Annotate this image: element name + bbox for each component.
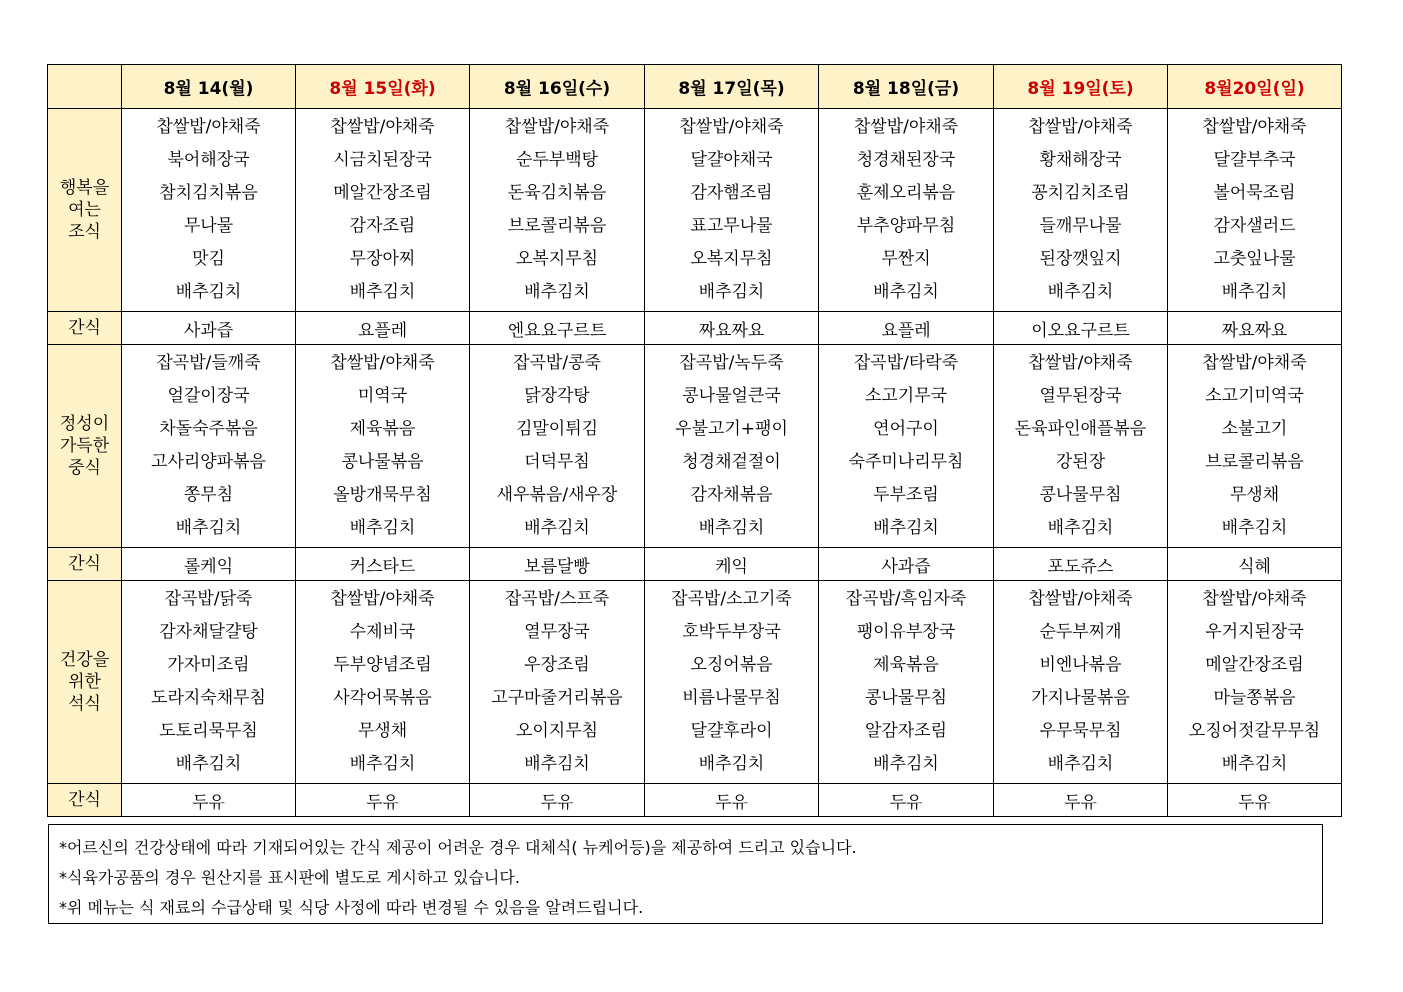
- menu-cell: [296, 345, 470, 548]
- dish-item: 오징어볶음: [690, 655, 773, 675]
- dish-item: 우장조림: [524, 655, 590, 675]
- dish-item: 차돌숙주볶음: [159, 419, 258, 439]
- menu-body: [48, 109, 1342, 817]
- dish-item: 김말이튀김: [515, 419, 599, 439]
- dish-item: 청경채겉절이: [682, 452, 781, 472]
- dish-item: 콩나물무침: [1039, 485, 1122, 505]
- menu-cell: [819, 109, 994, 312]
- meal-row: [48, 581, 1342, 784]
- dish-item: 찹쌀밥/야채죽: [1028, 353, 1133, 373]
- dish-item: 연어구이: [873, 419, 939, 439]
- dish-item: 배추김치: [175, 518, 242, 538]
- dish-item: 찹쌀밥/야채죽: [1202, 117, 1307, 137]
- dish-item: 찹쌀밥/야채죽: [1028, 589, 1133, 609]
- menu-cell: [296, 109, 470, 312]
- dish-item: 강된장: [1055, 452, 1106, 472]
- snack-cell: 두유: [994, 784, 1168, 817]
- dish-item: 돈육파인애플볶음: [1014, 419, 1147, 439]
- snack-cell: 두유: [296, 784, 470, 817]
- dish-item: 무장아찌: [349, 249, 416, 269]
- dish-item: 배추김치: [698, 518, 765, 538]
- dish-item: 달걀부추국: [1213, 150, 1296, 170]
- menu-cell: [122, 581, 296, 784]
- dish-item: 감자채볶음: [690, 485, 773, 505]
- notice-line: *위 메뉴는 식 재료의 수급상태 및 식당 사정에 따라 변경될 수 있음을 알려드립니다.: [59, 898, 644, 917]
- dish-item: 우무묵무침: [1039, 721, 1122, 741]
- day-header: 8월 18일(금): [819, 65, 994, 109]
- notice-line: *어르신의 건강상태에 따라 기재되어있는 간식 제공이 어려운 경우 대체식( 뉴케어등)을 제공하여 드리고 있습니다.: [59, 838, 857, 857]
- dish-item: 찹쌀밥/야채죽: [1202, 353, 1307, 373]
- dish-item: 두부조림: [873, 485, 939, 505]
- dish-item: 도토리묵무침: [159, 721, 258, 741]
- menu-cell: [819, 345, 994, 548]
- snack-row: [48, 312, 1342, 345]
- dish-item: 배추김치: [1221, 518, 1288, 538]
- dish-item: 무나물: [183, 216, 234, 236]
- menu-cell: [122, 109, 296, 312]
- dish-item: 시금치된장국: [333, 150, 432, 170]
- menu-cell: [296, 581, 470, 784]
- dish-item: 우거지된장국: [1205, 622, 1304, 642]
- menu-cell: [470, 109, 645, 312]
- dish-item: 열무된장국: [1039, 386, 1122, 406]
- dish-item: 잡곡밥/타락죽: [853, 353, 959, 373]
- dish-item: 배추김치: [524, 518, 590, 538]
- dish-item: 호박두부장국: [682, 622, 781, 642]
- dish-item: 배추김치: [1047, 282, 1114, 302]
- dish-item: 북어해장국: [167, 150, 250, 170]
- menu-cell: [994, 581, 1168, 784]
- meal-label-line: 정성이: [59, 414, 110, 434]
- snack-cell: 두유: [1168, 784, 1342, 817]
- dish-item: 고구마줄거리볶음: [491, 688, 623, 708]
- snack-row: [48, 784, 1342, 817]
- dish-item: 배추김치: [698, 282, 765, 302]
- dish-item: 숙주미나리무침: [848, 452, 964, 472]
- menu-cell: [645, 109, 819, 312]
- menu-cell: [470, 345, 645, 548]
- dish-item: 잡곡밥/닭죽: [164, 589, 253, 609]
- meal-label: [48, 345, 122, 548]
- meal-label-line: 중식: [68, 458, 101, 478]
- dish-item: 찹쌀밥/야채죽: [330, 589, 435, 609]
- dish-item: 황채해장국: [1039, 150, 1122, 170]
- snack-label: 간식: [48, 312, 122, 345]
- notice-box: [48, 824, 1323, 924]
- snack-cell: 짜요짜요: [1168, 312, 1342, 345]
- dish-item: 소고기미역국: [1205, 386, 1304, 406]
- day-header-row: [48, 65, 1342, 109]
- snack-cell: 두유: [645, 784, 819, 817]
- day-header: 8월 16일(수): [470, 65, 645, 109]
- snack-cell: 식혜: [1168, 548, 1342, 581]
- dish-item: 수제비국: [349, 622, 416, 642]
- dish-item: 표고무나물: [690, 216, 773, 236]
- dish-item: 배추김치: [349, 754, 416, 774]
- meal-label-line: 여는: [68, 200, 101, 220]
- snack-cell: 두유: [470, 784, 645, 817]
- dish-item: 배추김치: [349, 282, 416, 302]
- dish-item: 메알간장조림: [1205, 655, 1304, 675]
- dish-item: 꽁치김치조림: [1031, 183, 1130, 203]
- dish-item: 콩나물볶음: [341, 452, 424, 472]
- dish-item: 잡곡밥/스프죽: [504, 589, 610, 609]
- dish-item: 소고기무국: [864, 386, 948, 406]
- dish-item: 무짠지: [881, 249, 931, 269]
- dish-item: 찹쌀밥/야채죽: [504, 117, 610, 137]
- dish-item: 오이지무침: [515, 721, 599, 741]
- dish-item: 달걀야채국: [690, 150, 773, 170]
- dish-item: 배추김치: [698, 754, 765, 774]
- snack-cell: 요플레: [819, 312, 994, 345]
- dish-item: 배추김치: [349, 518, 416, 538]
- meal-label: [48, 109, 122, 312]
- menu-cell: [1168, 345, 1342, 548]
- dish-item: 배추김치: [873, 282, 939, 302]
- dish-item: 콩나물무침: [864, 688, 948, 708]
- dish-item: 감자조림: [349, 216, 416, 236]
- day-header: 8월 15일(화): [296, 65, 470, 109]
- snack-cell: 케익: [645, 548, 819, 581]
- dish-item: 배추김치: [175, 282, 242, 302]
- dish-item: 제육볶음: [349, 419, 416, 439]
- meal-label-line: 행복을: [59, 178, 110, 198]
- dish-item: 잡곡밥/콩죽: [513, 353, 601, 373]
- snack-cell: 엔요요구르트: [470, 312, 645, 345]
- meal-label: [48, 581, 122, 784]
- notice-line: *식육가공품의 경우 원산지를 표시판에 별도로 게시하고 있습니다.: [59, 868, 520, 887]
- dish-item: 고사리양파볶음: [151, 452, 266, 472]
- snack-cell: 사과즙: [819, 548, 994, 581]
- dish-item: 열무장국: [524, 622, 590, 642]
- dish-item: 청경채된장국: [856, 150, 956, 170]
- dish-item: 비름나물무침: [682, 688, 781, 708]
- dish-item: 순두부찌개: [1039, 622, 1122, 642]
- dish-item: 도라지숙채무침: [151, 688, 266, 708]
- meal-label-line: 석식: [68, 694, 101, 714]
- menu-cell: [1168, 581, 1342, 784]
- dish-item: 소불고기: [1221, 419, 1288, 439]
- dish-item: 잡곡밥/흑임자죽: [845, 589, 967, 609]
- dish-item: 사각어묵볶음: [333, 688, 432, 708]
- dish-item: 알감자조림: [864, 721, 948, 741]
- menu-cell: [470, 581, 645, 784]
- dish-item: 배추김치: [873, 754, 939, 774]
- dish-item: 제육볶음: [873, 655, 939, 675]
- dish-item: 찹쌀밥/야채죽: [679, 117, 784, 137]
- dish-item: 감자채달걀탕: [159, 622, 258, 642]
- meal-label-line: 건강을: [59, 650, 110, 670]
- dish-item: 우불고기+팽이: [675, 419, 788, 439]
- dish-item: 오징어젓갈무무침: [1188, 721, 1321, 741]
- menu-cell: [819, 581, 994, 784]
- dish-item: 배추김치: [524, 754, 590, 774]
- snack-label: 간식: [48, 784, 122, 817]
- dish-item: 찹쌀밥/야채죽: [330, 117, 435, 137]
- dish-item: 배추김치: [1221, 754, 1288, 774]
- dish-item: 무생채: [1229, 485, 1280, 505]
- dish-item: 얼갈이장국: [167, 386, 250, 406]
- dish-item: 새우볶음/새우장: [496, 485, 618, 505]
- meal-label-line: 조식: [68, 222, 101, 242]
- dish-item: 참치김치볶음: [159, 183, 258, 203]
- dish-item: 배추김치: [873, 518, 939, 538]
- dish-item: 올방개묵무침: [333, 485, 432, 505]
- menu-cell: [122, 345, 296, 548]
- snack-row: [48, 548, 1342, 581]
- snack-cell: 사과즙: [122, 312, 296, 345]
- snack-cell: 짜요짜요: [645, 312, 819, 345]
- dish-item: 찹쌀밥/야채죽: [156, 117, 261, 137]
- dish-item: 고춧잎나물: [1213, 249, 1296, 269]
- snack-cell: 두유: [819, 784, 994, 817]
- dish-item: 볼어묵조림: [1213, 183, 1296, 203]
- dish-item: 마늘쫑볶음: [1213, 688, 1296, 708]
- dish-item: 오복지무침: [515, 249, 599, 269]
- weekly-menu-table: [47, 64, 1342, 817]
- dish-item: 잡곡밥/녹두죽: [679, 353, 784, 373]
- dish-item: 배추김치: [524, 282, 590, 302]
- dish-item: 닭장각탕: [524, 386, 590, 406]
- dish-item: 브로콜리볶음: [1205, 452, 1304, 472]
- dish-item: 가지나물볶음: [1031, 688, 1130, 708]
- menu-cell: [645, 581, 819, 784]
- dish-item: 순두부백탕: [515, 150, 599, 170]
- dish-item: 더덕무침: [524, 452, 590, 472]
- dish-item: 된장깻잎지: [1039, 249, 1122, 269]
- menu-cell: [994, 345, 1168, 548]
- dish-item: 배추김치: [175, 754, 242, 774]
- dish-item: 두부양념조림: [333, 655, 432, 675]
- snack-label: 간식: [48, 548, 122, 581]
- dish-item: 가자미조림: [167, 655, 250, 675]
- dish-item: 미역국: [357, 386, 408, 406]
- dish-item: 잡곡밥/소고기죽: [671, 589, 792, 609]
- dish-item: 잡곡밥/들깨죽: [156, 353, 261, 373]
- meal-label-line: 가득한: [59, 436, 110, 456]
- meal-row: [48, 345, 1342, 548]
- dish-item: 감자샐러드: [1213, 216, 1296, 236]
- dish-item: 달걀후라이: [690, 721, 773, 741]
- dish-item: 감자햄조림: [690, 183, 773, 203]
- meal-row: [48, 109, 1342, 312]
- day-header: 8월 14(월): [122, 65, 296, 109]
- dish-item: 배추김치: [1221, 282, 1288, 302]
- dish-item: 쫑무침: [183, 485, 234, 505]
- menu-cell: [994, 109, 1168, 312]
- snack-cell: 요플레: [296, 312, 470, 345]
- snack-cell: 포도쥬스: [994, 548, 1168, 581]
- dish-item: 훈제오리볶음: [856, 183, 956, 203]
- dish-item: 배추김치: [1047, 518, 1114, 538]
- menu-cell: [1168, 109, 1342, 312]
- meal-label-line: 위한: [68, 672, 101, 692]
- snack-cell: 보름달빵: [470, 548, 645, 581]
- dish-item: 찹쌀밥/야채죽: [853, 117, 959, 137]
- dish-item: 찹쌀밥/야채죽: [330, 353, 435, 373]
- snack-cell: 커스타드: [296, 548, 470, 581]
- snack-cell: 두유: [122, 784, 296, 817]
- dish-item: 팽이유부장국: [856, 622, 956, 642]
- dish-item: 돈육김치볶음: [507, 183, 607, 203]
- dish-item: 브로콜리볶음: [507, 216, 607, 236]
- snack-cell: 롤케익: [122, 548, 296, 581]
- header-corner-cell: [48, 65, 122, 109]
- dish-item: 무생채: [357, 721, 408, 741]
- dish-item: 찹쌀밥/야채죽: [1202, 589, 1307, 609]
- dish-item: 부추양파무침: [856, 216, 956, 236]
- dish-item: 비엔나볶음: [1039, 655, 1122, 675]
- day-header: 8월 17일(목): [645, 65, 819, 109]
- dish-item: 맛김: [192, 249, 225, 269]
- dish-item: 들깨무나물: [1039, 216, 1122, 236]
- dish-item: 찹쌀밥/야채죽: [1028, 117, 1133, 137]
- dish-item: 오복지무침: [690, 249, 773, 269]
- day-header: 8월 19일(토): [994, 65, 1168, 109]
- dish-item: 메알간장조림: [333, 183, 432, 203]
- day-header: 8월20일(일): [1168, 65, 1342, 109]
- snack-cell: 이오요구르트: [994, 312, 1168, 345]
- menu-cell: [645, 345, 819, 548]
- dish-item: 콩나물얼큰국: [682, 386, 781, 406]
- dish-item: 배추김치: [1047, 754, 1114, 774]
